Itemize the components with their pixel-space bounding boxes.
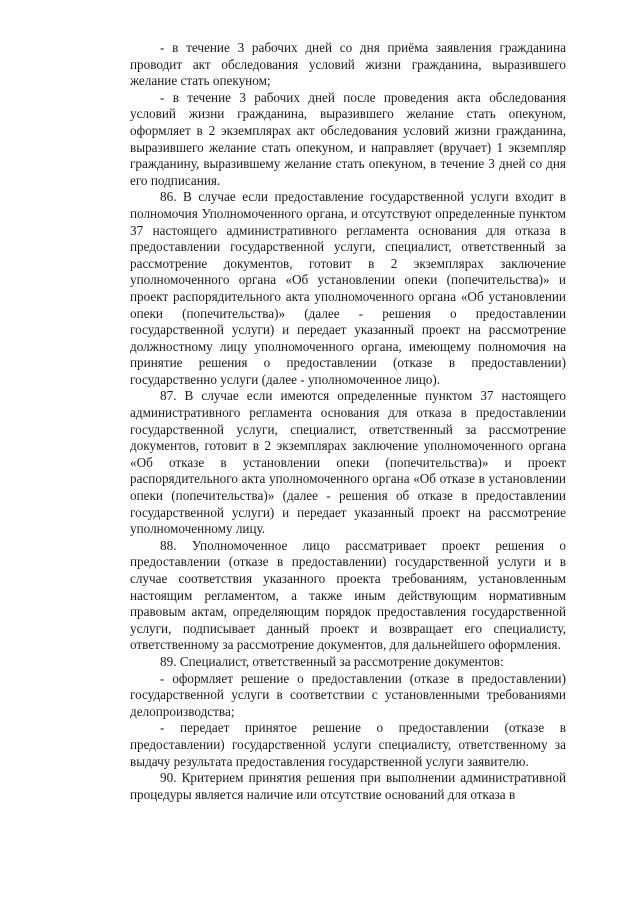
document-body (130, 40, 566, 803)
paragraph-90: 90. Критерием принятия решения при выполнении административной процедуры является наличие или отсутствие оснований для отказа в (130, 770, 566, 802)
paragraph-86: 86. В случае если предоставление государственной услуги входит в полномочия Уполномоченного органа, и отсутствуют определенные пунктом 37 настоящего административного регламента основания для отказа в предоставлении государственной услуги, специалист, ответственный за рассмотрение документов, готовит в 2 экземплярах заключение уполномоченного органа «Об установлении опеки (попечительства)» и проект распорядительного акта уполномоченного органа «Об установлении опеки (попечительства)» (далее - решения о предоставлении государственной услуги) и передает указанный проект на рассмотрение должностному лицу уполномоченного органа, имеющему полномочия на принятие решения о предоставлении (отказе в предоставлении) государственно услуги (далее - уполномоченное лицо). (130, 189, 566, 387)
paragraph-87: 87. В случае если имеются определенные пунктом 37 настоящего административного регламента основания для отказа в предоставлении государственной услуги, специалист, ответственный за рассмотрение документов, готовит в 2 экземплярах заключение уполномоченного органа «Об отказе в установлении опеки (попечительства)» и проект распорядительного акта уполномоченного органа «Об отказе в установлении опеки (попечительства)» (далее - решения об отказе в предоставлении государственной услуги) и передает указанный проект на рассмотрение уполномоченному лицу. (130, 388, 566, 537)
paragraph-bullet-transfer-decision: - передает принятое решение о предоставлении (отказе в предоставлении) государственной услуги специалисту, ответственному за выдачу результата предоставления государственной услуги заявителю. (130, 720, 566, 769)
paragraph-89: 89. Специалист, ответственный за рассмотрение документов: (160, 653, 504, 669)
paragraph-bullet-act-issuance: - в течение 3 рабочих дней после проведения акта обследования условий жизни гражданина, выразившего желание стать опекуном, оформляет в 2 экземплярах акт обследования условий жизни гражданина, выразившего желание стать опекуном, и направляет (вручает) 1 экземпляр гражданину, выразившему желание стать опекуном, в течение 3 дней со дня его подписания. (130, 89, 566, 188)
paragraph-bullet-inspection-act: - в течение 3 рабочих дней со дня приёма заявления гражданина проводит акт обследования условий жизни гражданина, выразившего желание стать опекуном; (130, 40, 566, 89)
paragraph-88: 88. Уполномоченное лицо рассматривает проект решения о предоставлении (отказе в предоставлении) государственной услуги и в случае соответствия указанного проекта требованиям, установленным настоящим регламентом, а также иным действующим нормативным правовым актам, определяющим порядок предоставления государственной услуги, подписывает данный проект и возвращает его специалисту, ответственному за рассмотрение документов, для дальнейшего оформления. (130, 537, 566, 653)
paragraph-bullet-formalize-decision: - оформляет решение о предоставлении (отказе в предоставлении) государственной услуги в соответствии с установленными требованиями делопроизводства; (130, 670, 566, 719)
